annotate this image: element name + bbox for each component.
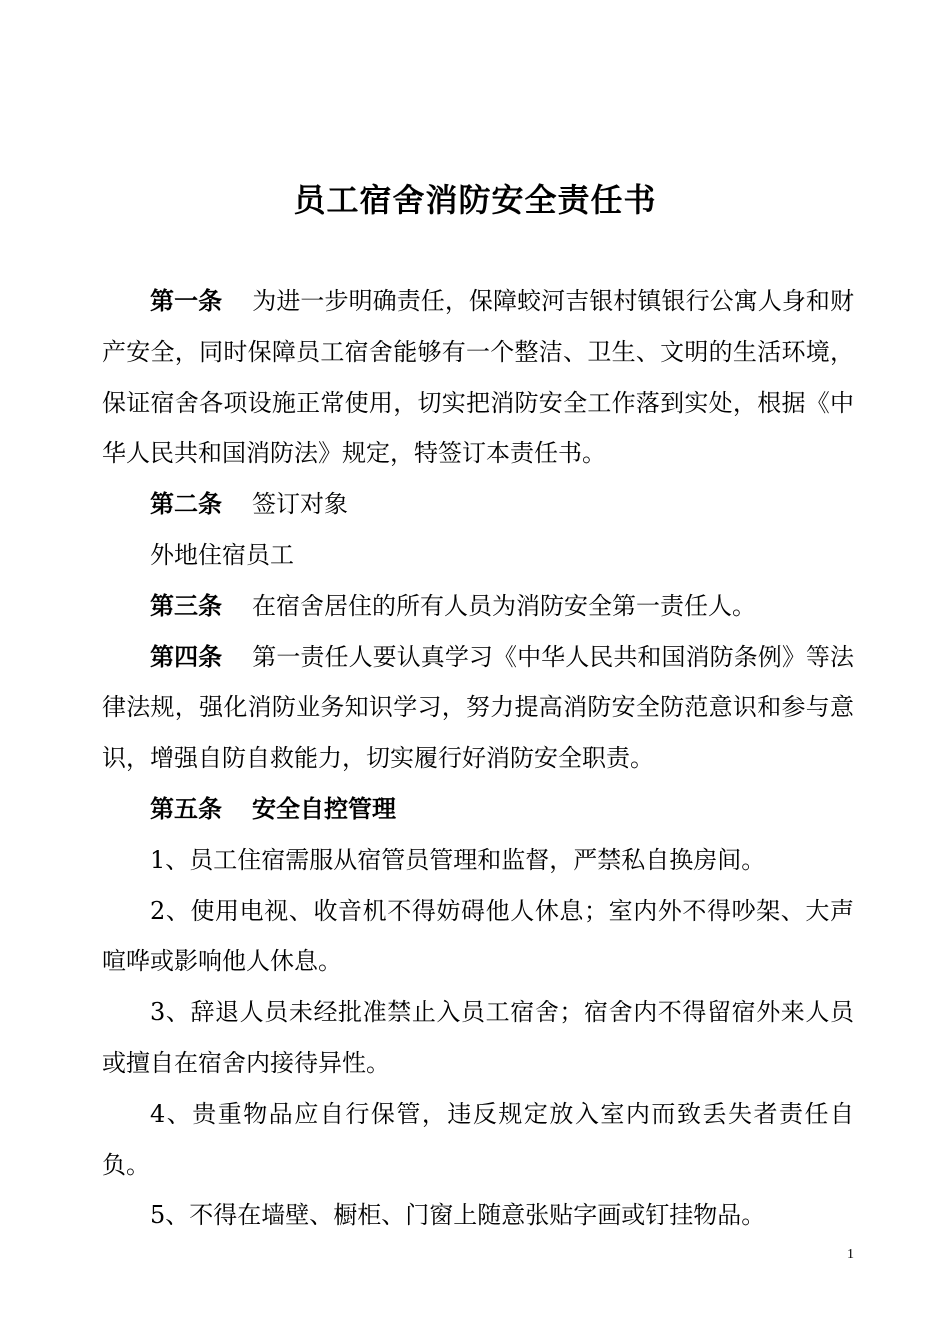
document-title: 员工宿舍消防安全责任书 <box>293 181 657 219</box>
article-5-item-5: 5、不得在墙壁、橱柜、门窗上随意张贴字画或钉挂物品。 <box>150 1201 766 1230</box>
article-3 <box>102 581 854 632</box>
article-4-label: 第四条 <box>150 642 223 671</box>
article-5-item-2: 2、使用电视、收音机不得妨碍他人休息；室内外不得吵架、大声喧哗或影响他人休息。 <box>102 896 854 976</box>
article-5-text: 安全自控管理 <box>252 794 396 823</box>
article-2 <box>102 479 854 530</box>
article-2-detail: 外地住宿员工 <box>150 540 294 569</box>
article-2-text: 签订对象 <box>252 490 348 519</box>
article-1-text: 为进一步明确责任，保障蛟河吉银村镇银行公寓人身和财产安全，同时保障员工宿舍能够有一个整洁、卫生、文明的生活环境，保证宿舍各项设施正常使用，切实把消防安全工作落到实处，根据《中华人民共和国消防法》规定，特签订本责任书。 <box>102 287 855 468</box>
article-5-item-3: 3、辞退人员未经批准禁止入员工宿舍；宿舍内不得留宿外来人员或擅自在宿舍内接待异性。 <box>102 998 854 1077</box>
page-number: 1 <box>847 1247 854 1262</box>
article-1-label: 第一条 <box>150 287 223 315</box>
article-4 <box>102 632 854 784</box>
article-5-item-4: 4、贵重物品应自行保管，违反规定放入室内而致丢失者责任自负。 <box>102 1099 854 1179</box>
article-4-text: 第一责任人要认真学习《中华人民共和国消防条例》等法律法规，强化消防业务知识学习，努力提高消防安全防范意识和参与意识，增强自防自救能力，切实履行好消防安全职责。 <box>102 642 855 773</box>
article-1 <box>102 276 854 479</box>
article-5-label: 第五条 <box>150 794 222 823</box>
article-3-label: 第三条 <box>150 591 222 620</box>
article-2-label: 第二条 <box>150 490 222 519</box>
document-body <box>102 276 854 1241</box>
article-5-item-1: 1、员工住宿需服从宿管员管理和监督，严禁私自换房间。 <box>150 845 766 874</box>
article-5 <box>102 784 854 835</box>
article-3-text: 在宿舍居住的所有人员为消防安全第一责任人。 <box>252 591 756 620</box>
